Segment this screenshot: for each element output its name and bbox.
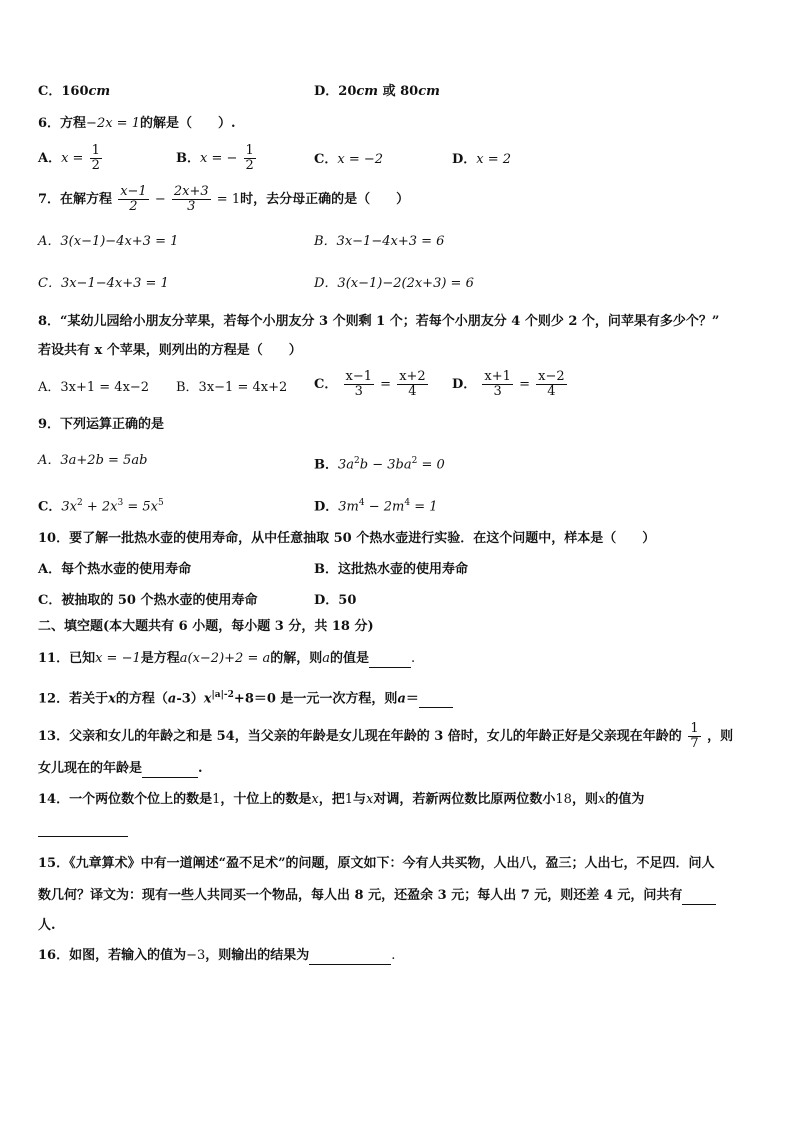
- q15-line3: 人.: [38, 918, 56, 933]
- q15-line2: 数几何？译文为：现有一些人共同买一个物品，每人出 8 元，还盈余 3 元；每人出 7 元，则还差 4 元，问共有: [38, 887, 716, 905]
- q6-option-b: B．x = − $\frac{1}{2}$: [176, 143, 254, 173]
- q10-option-b: B．这批热水壶的使用寿命: [314, 562, 468, 577]
- q11-answer-blank[interactable]: [369, 667, 411, 668]
- q7-option-b: B．3x−1−4x+3 = 6: [314, 234, 445, 249]
- q8-stem-line2: 若设共有 x 个苹果，则列出的方程是（ ）: [38, 343, 302, 358]
- q12-answer-blank[interactable]: [419, 707, 453, 708]
- q5-option-d: D．20cm 或 80cm: [314, 84, 440, 99]
- q10-stem: 10．要了解一批热水壶的使用寿命，从中任意抽取 50 个热水壶进行实验．在这个问题中，样本是（ ）: [38, 531, 656, 546]
- q6-option-d: D．x = 2: [452, 152, 512, 167]
- q8-option-c: C． $\frac{x-1}{3}$ = $\frac{x+2}{4}$: [314, 369, 426, 399]
- section-heading-fill-in: 二、填空题(本大题共有 6 小题，每小题 3 分，共 18 分): [38, 619, 374, 634]
- q10-option-c: C．被抽取的 50 个热水壶的使用寿命: [38, 593, 258, 608]
- q5-option-c: C．160cm: [38, 84, 111, 99]
- q11: 11．已知x = −1是方程a(x−2)+2 = a的解，则a的值是 .: [38, 651, 416, 666]
- q8-option-b: B．3x−1 = 4x+2: [176, 380, 288, 395]
- q6-stem: 6．方程−2x = 1的解是（ ）.: [38, 116, 236, 131]
- q6-option-c: C．x = −2: [314, 152, 384, 167]
- q9-option-a: A．3a+2b = 5ab: [38, 453, 148, 468]
- q10-option-d: D．50: [314, 593, 357, 608]
- q7-option-c: C．3x−1−4x+3 = 1: [38, 276, 169, 291]
- q12: 12．若关于x的方程$(a-3)x^{|a|-2}+8=0$ 是一元一次方程，则a＝: [38, 686, 453, 708]
- q6-option-a: A．x = $\frac{1}{2}$: [38, 143, 100, 173]
- q14-answer-blank[interactable]: [38, 836, 128, 837]
- q15-answer-blank[interactable]: [682, 904, 716, 905]
- q15-line1: 15．《九章算术》中有一道阐述“盈不足术”的问题，原文如下：今有人共买物，人出八，盈三；人出七，不足四．问人: [38, 856, 715, 871]
- q13-answer-blank[interactable]: [142, 777, 198, 778]
- q9-stem: 9．下列运算正确的是: [38, 417, 165, 432]
- q14: 14．一个两位数个位上的数是1，十位上的数是x，把1与x对调，若新两位数比原两位数小18，则x的值为: [38, 792, 645, 807]
- q10-option-a: A．每个热水壶的使用寿命: [38, 562, 192, 577]
- q8-option-d: D． $\frac{x+1}{3}$ = $\frac{x-2}{4}$: [452, 369, 565, 399]
- q9-option-b: B．$3a^2b - 3ba^2 = 0$: [314, 456, 445, 473]
- q8-option-a: A．3x+1 = 4x−2: [38, 380, 150, 395]
- q8-stem-line1: 8．“某幼儿园给小朋友分苹果，若每个小朋友分 3 个则剩 1 个；若每个小朋友分 4 个则少 2 个，问苹果有多少个？”: [38, 314, 720, 329]
- q7-option-d: D．3(x−1)−2(2x+3) = 6: [314, 276, 474, 291]
- q7-option-a: A．3(x−1)−4x+3 = 1: [38, 234, 179, 249]
- q16: 16．如图，若输入的值为−3，则输出的结果为 .: [38, 948, 396, 963]
- q9-option-d: D．$3m^4 - 2m^4 = 1$: [314, 498, 438, 515]
- q13-line1: 13．父亲和女儿的年龄之和是 54，当父亲的年龄是女儿现在年龄的 3 倍时，女儿的年龄正好是父亲现在年龄的 $\frac{1}{7}$ ，则: [38, 721, 734, 751]
- q16-answer-blank[interactable]: [309, 964, 391, 965]
- q13-line2: 女儿现在的年龄是 .: [38, 761, 203, 776]
- q7-stem: 7．在解方程 $\frac{x-1}{2}$ − $\frac{2x+3}{3}$ = 1时，去分母正确的是（ ）: [38, 184, 410, 214]
- q9-option-c: C．$3x^2 + 2x^3 = 5x^5$: [38, 498, 164, 515]
